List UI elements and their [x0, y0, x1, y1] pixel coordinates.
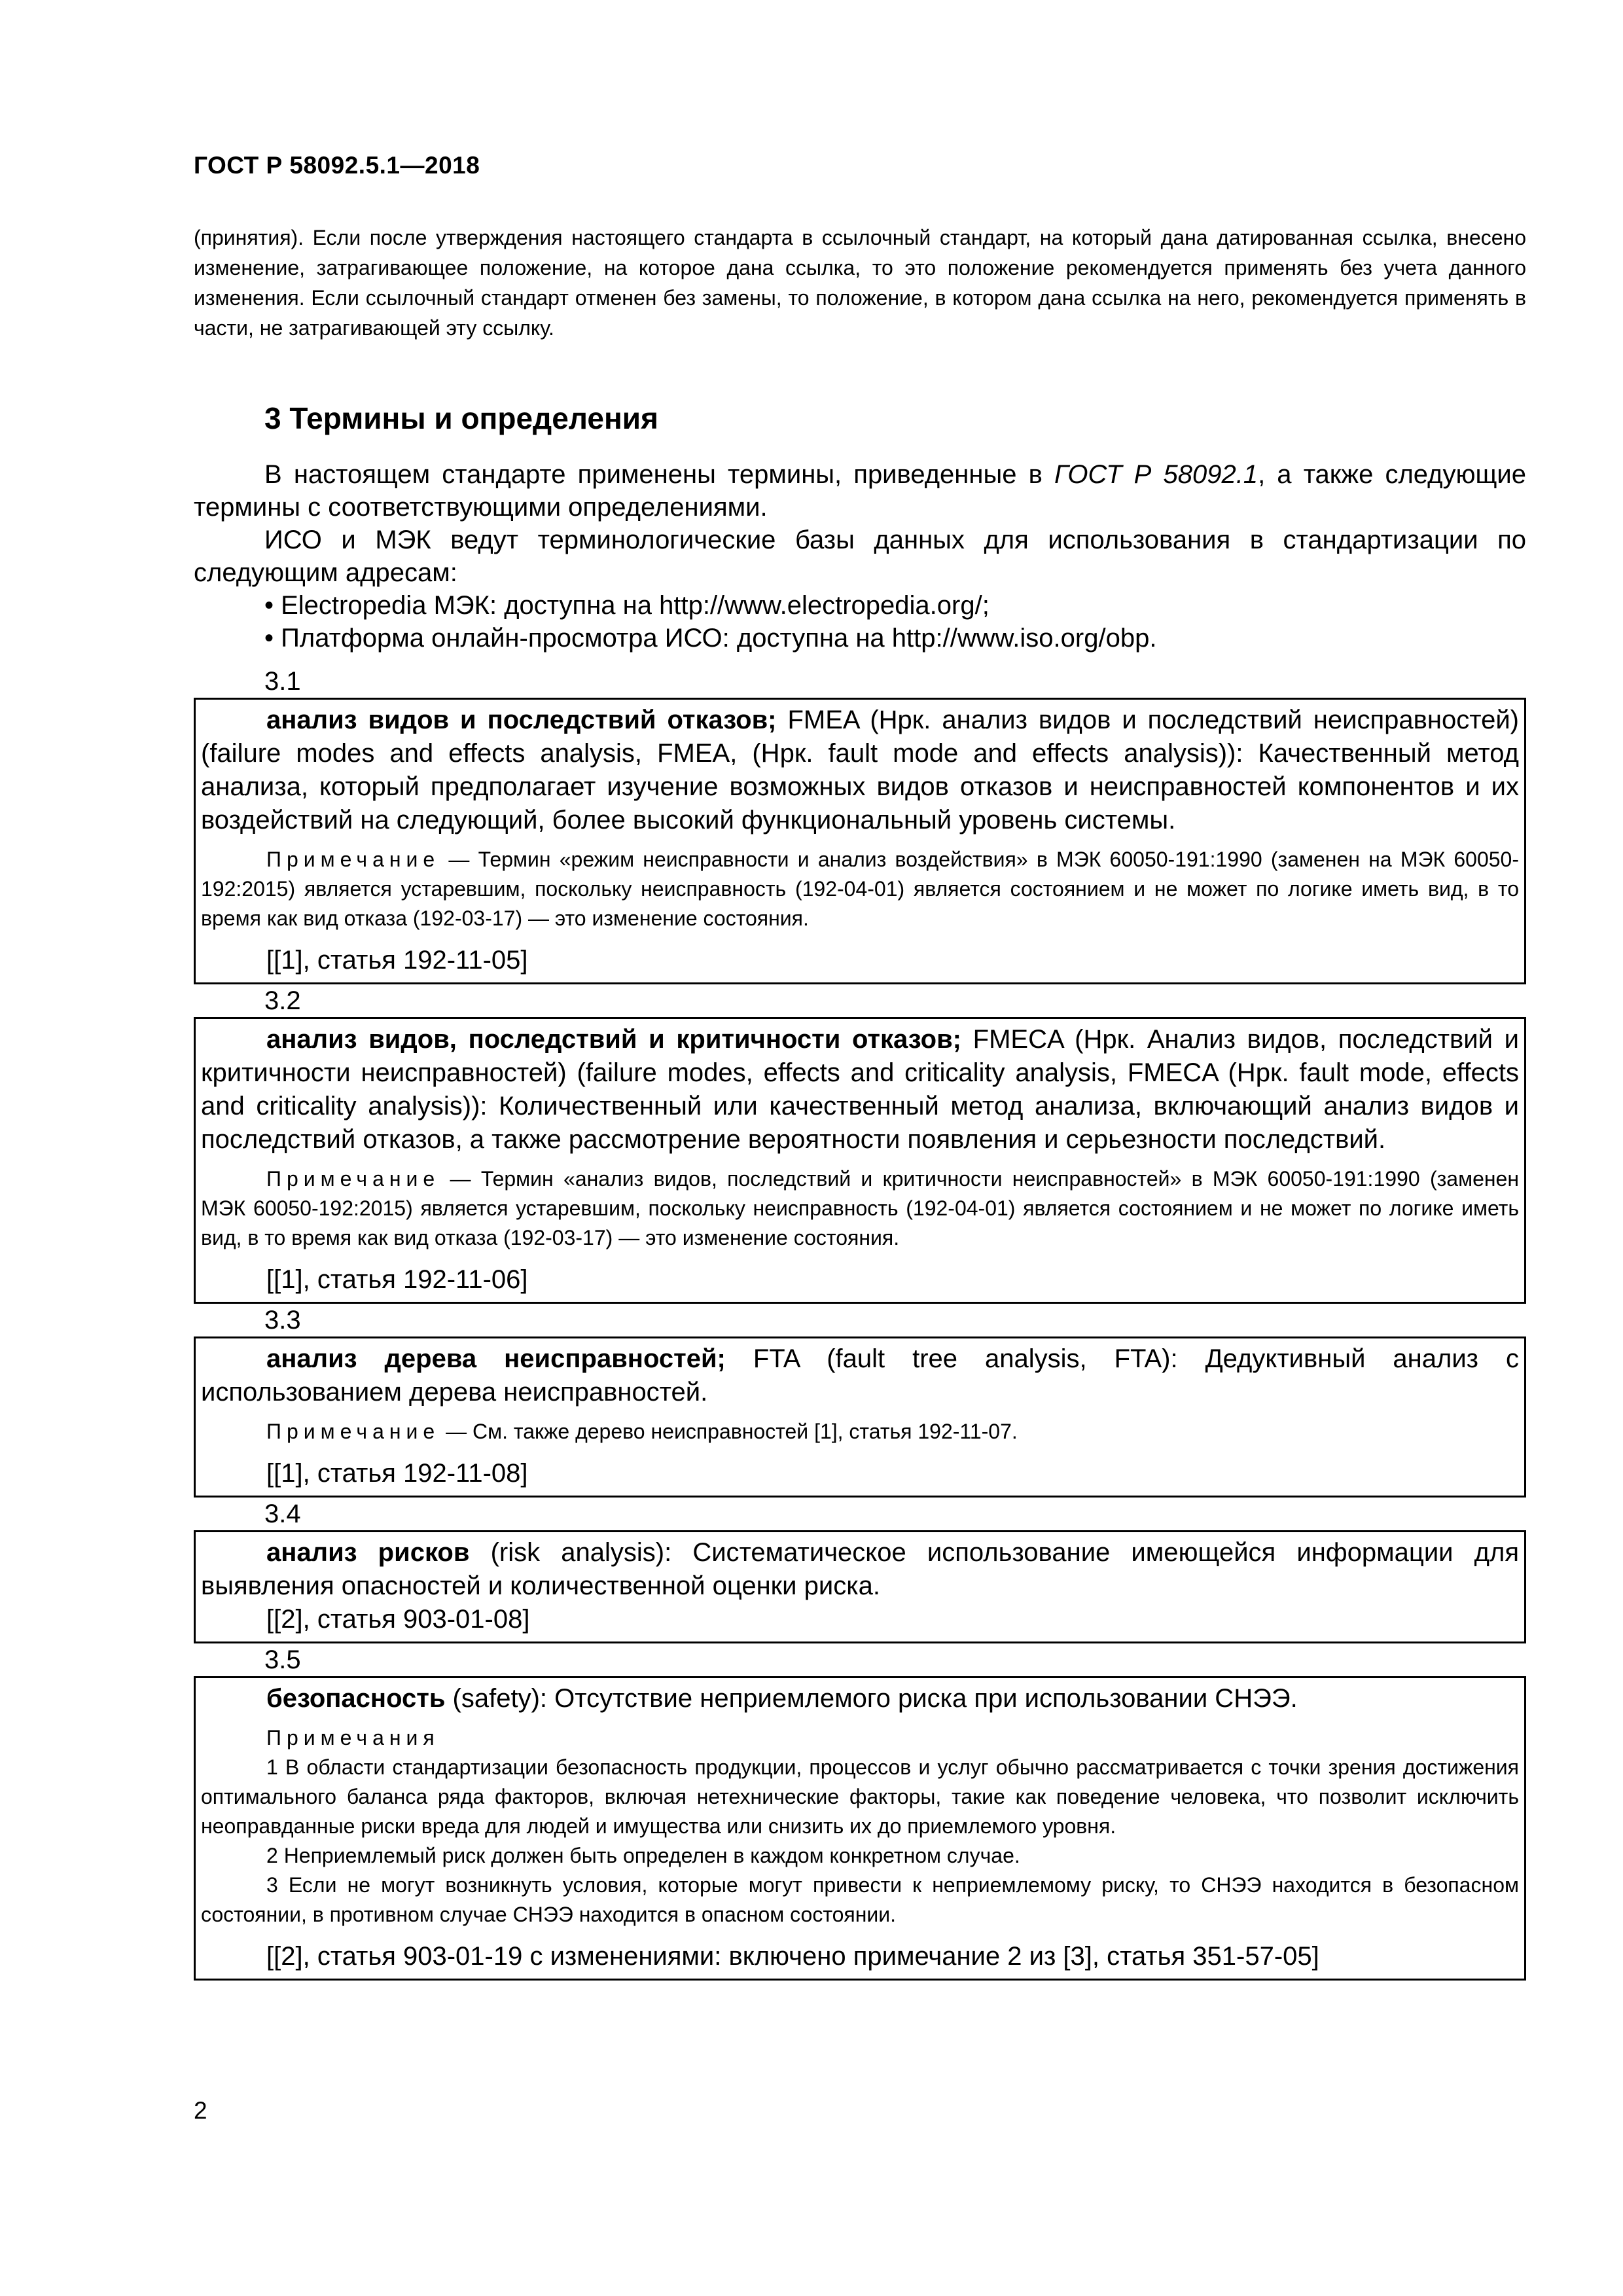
term-number: 3.3 — [264, 1306, 301, 1335]
term-name: анализ видов и последствий отказов; — [266, 706, 777, 734]
note-label: Примечание — [266, 1420, 440, 1443]
term-note: Примечание — См. также дерево неисправностей [1], статья 192-11-07. — [266, 1420, 1018, 1443]
term-source: [[1], статья 192-11-08] — [266, 1459, 528, 1488]
term-note: Примечание — Термин «режим неисправности и анализ воздействия» в МЭК 60050-191:1990 (заменен на МЭК 60050-192:2015) является устаревшим, поскольку неисправность (192-04-01) является состоянием и не может по логике иметь вид, в то время как вид отказа (192-03-17) — это изменение состояния. — [201, 848, 1519, 930]
term-name: анализ рисков — [266, 1538, 470, 1567]
term-entry — [194, 1530, 1526, 1643]
intro-paragraph: (принятия). Если после утверждения настоящего стандарта в ссылочный стандарт, на который дана датированная ссылка, внесено изменение, затрагивающее положение, на которое дана ссылка, то это положение рекомендуется применять без учета данного изменения. Если ссылочный стандарт отменен без замены, то положение, в котором дана ссылка на него, рекомендуется применять в части, не затрагивающей эту ссылку. — [194, 226, 1526, 340]
term-number: 3.5 — [264, 1645, 301, 1674]
term-name: безопасность — [266, 1684, 446, 1713]
note-item: 1 В области стандартизации безопасность продукции, процессов и услуг обычно рассматривается с точки зрения достижения оптимального баланса ряда факторов, включая нетехнические факторы, такие как поведение человека, что позволит исключить неоправданные риски вреда для людей и имущества или снизить их до приемлемого уровня. — [201, 1755, 1519, 1838]
note-item: 3 Если не могут возникнуть условия, которые могут привести к неприемлемому риску, то СНЭЭ находится в безопасном состоянии, в противном случае СНЭЭ находится в опасном состоянии. — [201, 1873, 1519, 1926]
term-name: анализ дерева неисправностей; — [266, 1344, 726, 1373]
databases-paragraph: ИСО и МЭК ведут терминологические базы данных для использования в стандартизации по следующим адресам: — [194, 526, 1526, 587]
terms-list — [194, 665, 1526, 1981]
page-number: 2 — [194, 2097, 207, 2124]
note-label: Примечание — [266, 848, 440, 871]
term-note: Примечание — Термин «анализ видов, последствий и критичности неисправностей» в МЭК 60050-191:1990 (заменен МЭК 60050-192:2015) является устаревшим, поскольку неисправность (192-04-01) является состоянием и не может по логике иметь вид, в то время как вид отказа (192-03-17) — это изменение состояния. — [201, 1167, 1519, 1249]
bullet-electropedia: • Electropedia МЭК: доступна на http://www.electropedia.org/; — [264, 591, 990, 620]
bullet-iso-obp: • Платформа онлайн-просмотра ИСО: доступна на http://www.iso.org/obp. — [264, 624, 1157, 653]
term-definition: безопасность (safety): Отсутствие неприемлемого риска при использовании СНЭЭ. — [266, 1684, 1298, 1713]
term-entry — [194, 698, 1526, 984]
section-title: 3 Термины и определения — [264, 401, 658, 435]
term-source: [[1], статья 192-11-06] — [266, 1265, 528, 1294]
term-number: 3.2 — [264, 986, 301, 1015]
document-header: ГОСТ Р 58092.5.1—2018 — [194, 152, 480, 179]
term-number: 3.4 — [264, 1499, 301, 1528]
term-definition: анализ дерева неисправностей; FTA (fault tree analysis, FTA): Дедуктивный анализ с использованием дерева неисправностей. — [201, 1344, 1519, 1407]
term-entry — [194, 1676, 1526, 1981]
term-number: 3.1 — [264, 667, 301, 696]
notes-label: Примечания — [266, 1726, 440, 1749]
term-definition: анализ видов и последствий отказов; FMEA (Нрк. анализ видов и последствий неисправностей) (failure modes and effects analysis, FMEA, (Нрк. fault mode and effects analysis)): Качественный метод анализа, который предполагает изучение возможных видов отказов и неисправностей компонентов и их воздействий на следующий, более высокий функциональный уровень системы. — [201, 706, 1520, 834]
term-source: [[2], статья 903-01-19 с изменениями: включено примечание 2 из [3], статья 351-57-05] — [266, 1942, 1319, 1971]
standard-reference: ГОСТ Р 58092.1 — [1054, 460, 1258, 489]
term-entry — [194, 1336, 1526, 1498]
note-label: Примечание — [266, 1167, 440, 1191]
term-definition: анализ видов, последствий и критичности отказов; FMECA (Нрк. Анализ видов, последствий и критичности неисправностей) (failure modes, effects and criticality analysis, FMECA (Нрк. fault mode, effects and criticality analysis)): Количественный или качественный метод анализа, включающий анализ видов и последствий отказов, а также рассмотрение вероятности появления и серьезности последствий. — [201, 1025, 1519, 1154]
section-body — [194, 458, 1526, 655]
terms-reference-paragraph: В настоящем стандарте применены термины, приведенные в ГОСТ Р 58092.1, а также следующие термины с соответствующими определениями. — [194, 460, 1526, 522]
term-source: [[1], статья 192-11-05] — [266, 946, 528, 975]
term-source: [[2], статья 903-01-08] — [266, 1605, 530, 1634]
term-entry — [194, 1017, 1526, 1304]
term-name: анализ видов, последствий и критичности отказов; — [266, 1025, 962, 1054]
note-item: 2 Неприемлемый риск должен быть определен в каждом конкретном случае. — [266, 1844, 1020, 1867]
term-definition: анализ рисков (risk analysis): Систематическое использование имеющейся информации для выявления опасностей и количественной оценки риска. — [201, 1538, 1519, 1600]
